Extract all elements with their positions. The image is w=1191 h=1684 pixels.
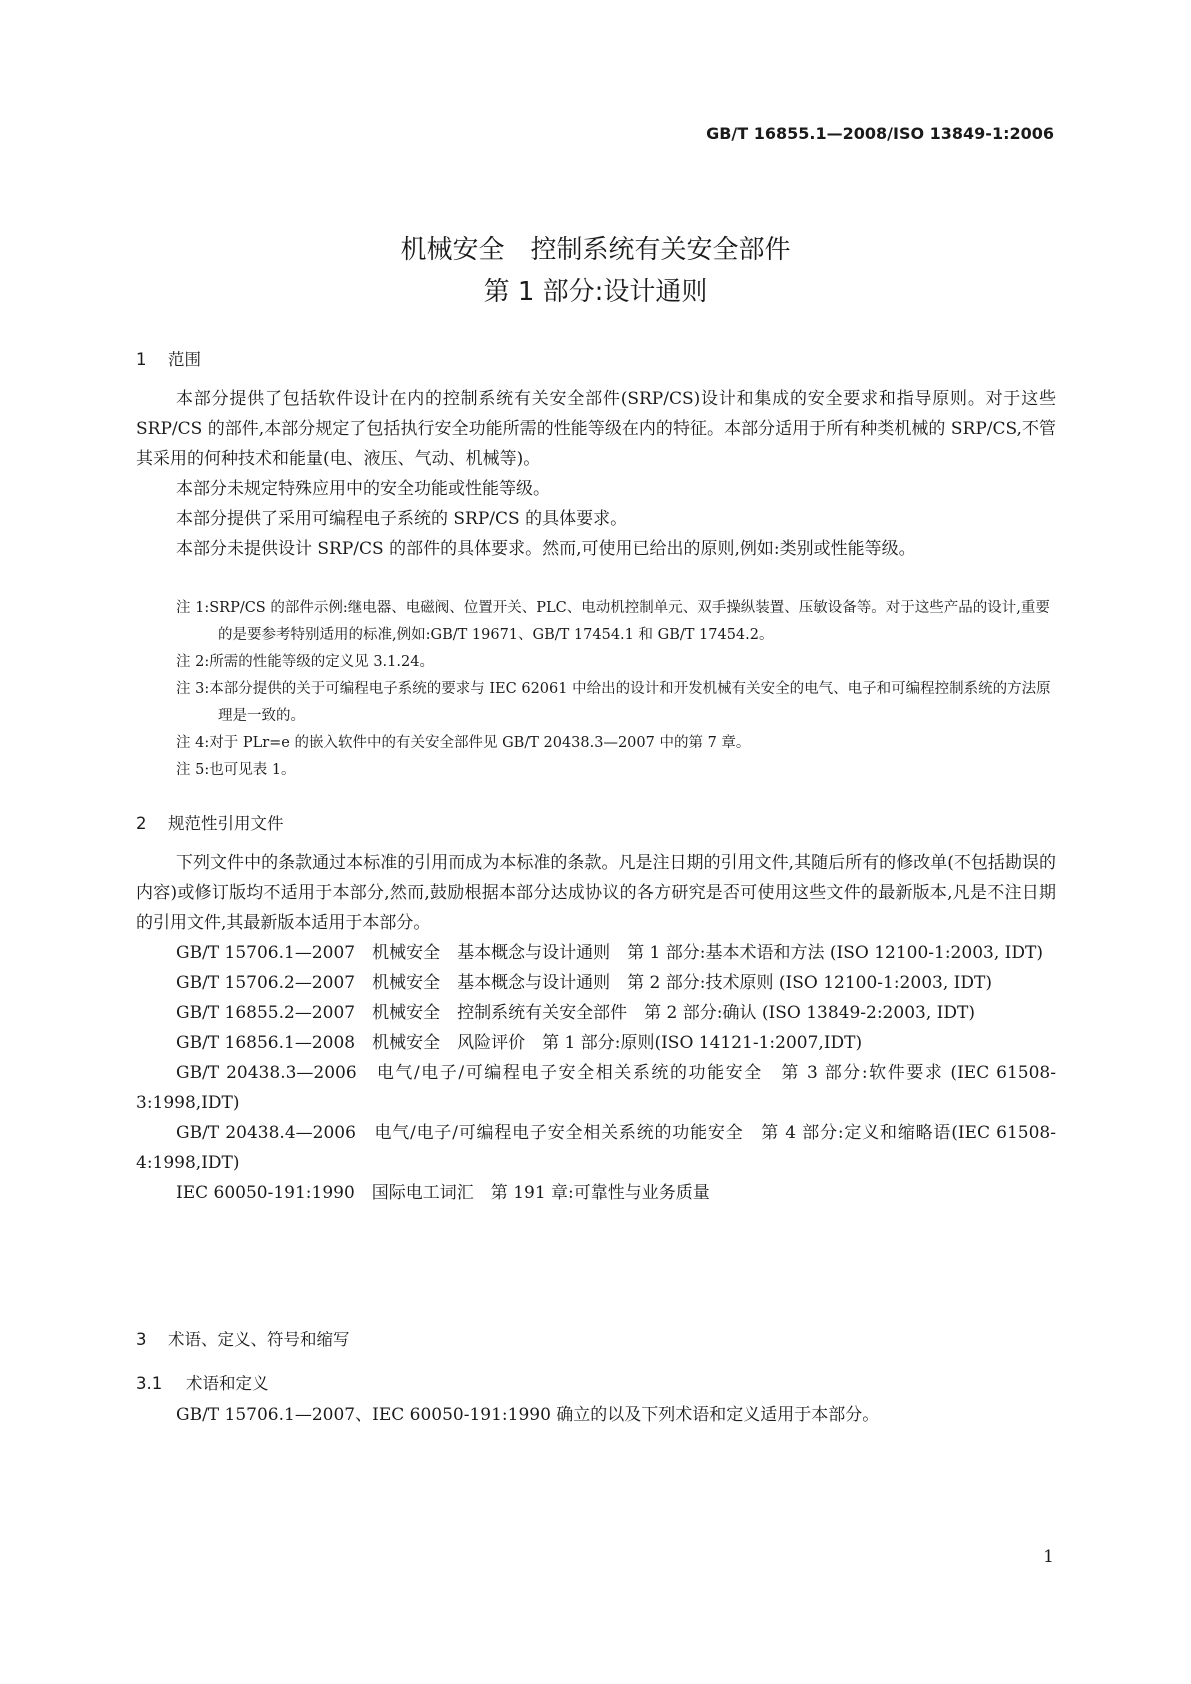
- section-3-heading: [136, 1326, 350, 1350]
- reference-item: IEC 60050-191:1990 国际电工词汇 第 191 章:可靠性与业务质量: [176, 1183, 710, 1203]
- reference-item: GB/T 15706.1—2007 机械安全 基本概念与设计通则 第 1 部分:基本术语和方法 (ISO 12100-1:2003, IDT): [176, 943, 1043, 963]
- section-number: 1: [136, 350, 147, 369]
- section-number: 3: [136, 1330, 147, 1349]
- section-title: 规范性引用文件: [168, 814, 284, 833]
- section-3-1-heading: [136, 1370, 269, 1394]
- note-5: 注 5:也可见表 1。: [176, 762, 296, 778]
- page-number: 1: [1043, 1547, 1054, 1567]
- reference-item: GB/T 20438.3—2006 电气/电子/可编程电子安全相关系统的功能安全 第 3 部分:软件要求 (IEC 61508-3:1998,IDT): [136, 1063, 1056, 1113]
- note-4: 注 4:对于 PLr=e 的嵌入软件中的有关安全部件见 GB/T 20438.3—2007 中的第 7 章。: [176, 735, 751, 751]
- paragraph: 本部分提供了采用可编程电子系统的 SRP/CS 的具体要求。: [176, 509, 628, 529]
- section-title: 术语、定义、符号和缩写: [168, 1330, 350, 1349]
- section-title: 术语和定义: [186, 1374, 269, 1393]
- section-1-notes: [176, 595, 1056, 784]
- paragraph: 本部分未规定特殊应用中的安全功能或性能等级。: [176, 479, 550, 499]
- paragraph: 下列文件中的条款通过本标准的引用而成为本标准的条款。凡是注日期的引用文件,其随后所有的修改单(不包括勘误的内容)或修订版均不适用于本部分,然而,鼓励根据本部分达成协议的各方研究是否可使用这些文件的最新版本,凡是不注日期的引用文件,其最新版本适用于本部分。: [136, 853, 1056, 933]
- section-title: 范围: [168, 350, 201, 369]
- reference-item: GB/T 20438.4—2006 电气/电子/可编程电子安全相关系统的功能安全 第 4 部分:定义和缩略语(IEC 61508-4:1998,IDT): [136, 1123, 1056, 1173]
- section-3-1-body: [136, 1400, 1056, 1430]
- note-1: 注 1:SRP/CS 的部件示例:继电器、电磁阀、位置开关、PLC、电动机控制单元、双手操纵装置、压敏设备等。对于这些产品的设计,重要的是要参考特别适用的标准,例如:GB/T 19671、GB/T 17454.1 和 GB/T 17454.2。: [176, 600, 1050, 643]
- paragraph: 本部分未提供设计 SRP/CS 的部件的具体要求。然而,可使用已给出的原则,例如:类别或性能等级。: [176, 539, 916, 559]
- reference-item: GB/T 16856.1—2008 机械安全 风险评价 第 1 部分:原则(ISO 14121-1:2007,IDT): [176, 1033, 863, 1053]
- paragraph: GB/T 15706.1—2007、IEC 60050-191:1990 确立的以及下列术语和定义适用于本部分。: [176, 1405, 880, 1425]
- reference-item: GB/T 15706.2—2007 机械安全 基本概念与设计通则 第 2 部分:技术原则 (ISO 12100-1:2003, IDT): [176, 973, 992, 993]
- document-title-line1: 机械安全 控制系统有关安全部件: [400, 235, 791, 265]
- section-number: 2: [136, 814, 147, 833]
- document-title-line2: 第 1 部分:设计通则: [483, 277, 708, 307]
- note-3: 注 3:本部分提供的关于可编程电子系统的要求与 IEC 62061 中给出的设计和开发机械有关安全的电气、电子和可编程控制系统的方法原理是一致的。: [176, 681, 1051, 724]
- note-2: 注 2:所需的性能等级的定义见 3.1.24。: [176, 654, 434, 670]
- paragraph: 本部分提供了包括软件设计在内的控制系统有关安全部件(SRP/CS)设计和集成的安全要求和指导原则。对于这些 SRP/CS 的部件,本部分规定了包括执行安全功能所需的性能等级在内的特征。本部分适用于所有种类机械的 SRP/CS,不管其采用的何种技术和能量(电、液压、气动、机械等)。: [136, 389, 1056, 469]
- section-1-heading: [136, 346, 201, 370]
- reference-item: GB/T 16855.2—2007 机械安全 控制系统有关安全部件 第 2 部分:确认 (ISO 13849-2:2003, IDT): [176, 1003, 975, 1023]
- section-number: 3.1: [136, 1374, 163, 1393]
- standard-code-header: GB/T 16855.1—2008/ISO 13849-1:2006: [706, 124, 1054, 143]
- section-2-body: [136, 848, 1056, 1208]
- section-2-heading: [136, 810, 284, 834]
- section-1-body: [136, 384, 1056, 564]
